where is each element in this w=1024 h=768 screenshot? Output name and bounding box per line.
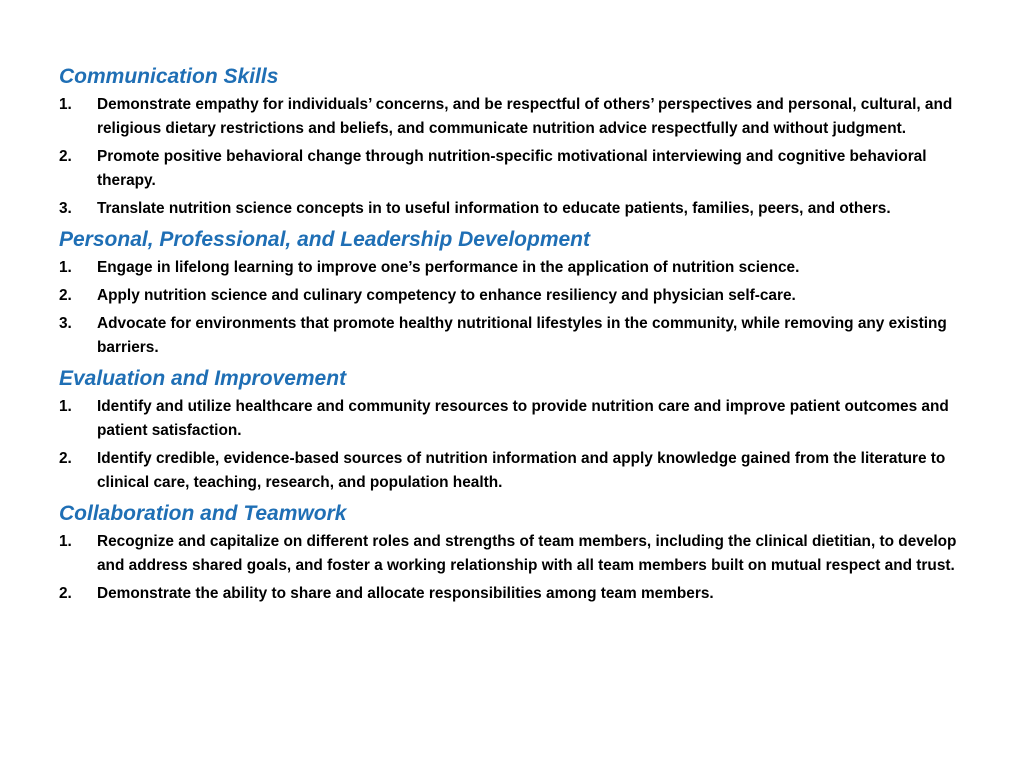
item-number: 3.: [59, 200, 72, 217]
item-text: Advocate for environments that promote healthy nutritional lifestyles in the community, while removing any existing barriers.: [97, 315, 947, 356]
item-number: 1.: [59, 259, 72, 276]
section-heading: Communication Skills: [59, 65, 279, 88]
item-text: Recognize and capitalize on different roles and strengths of team members, including the clinical dietitian, to develop and address shared goals, and foster a working relationship with all team members built on mutual respect and trust.: [97, 533, 957, 574]
item-number: 2.: [59, 148, 72, 165]
item-text: Apply nutrition science and culinary competency to enhance resiliency and physician self-care.: [97, 287, 796, 304]
section-evaluation-improvement: [59, 364, 972, 495]
list-item: [59, 93, 972, 141]
item-text: Demonstrate the ability to share and allocate responsibilities among team members.: [97, 585, 714, 602]
list-item: [59, 197, 972, 221]
section-heading: Personal, Professional, and Leadership Development: [59, 228, 590, 251]
item-number: 2.: [59, 585, 72, 602]
section-list: [59, 530, 972, 606]
item-text: Engage in lifelong learning to improve one’s performance in the application of nutrition science.: [97, 259, 800, 276]
item-text: Promote positive behavioral change through nutrition-specific motivational interviewing and cognitive behavioral therapy.: [97, 148, 927, 189]
section-leadership-development: [59, 225, 972, 360]
section-heading: Collaboration and Teamwork: [59, 502, 347, 525]
section-list: [59, 93, 972, 221]
item-text: Identify credible, evidence-based sources of nutrition information and apply knowledge gained from the literature to clinical care, teaching, research, and population health.: [97, 450, 946, 491]
item-number: 1.: [59, 533, 72, 550]
list-item: [59, 312, 972, 360]
section-list: [59, 256, 972, 360]
item-number: 1.: [59, 96, 72, 113]
item-number: 2.: [59, 287, 72, 304]
list-item: [59, 284, 972, 308]
list-item: [59, 582, 972, 606]
list-item: [59, 395, 972, 443]
section-heading: Evaluation and Improvement: [59, 367, 347, 390]
section-collaboration-teamwork: [59, 499, 972, 606]
item-number: 3.: [59, 315, 72, 332]
list-item: [59, 447, 972, 495]
list-item: [59, 256, 972, 280]
item-number: 1.: [59, 398, 72, 415]
item-text: Identify and utilize healthcare and community resources to provide nutrition care and improve patient outcomes and patient satisfaction.: [97, 398, 949, 439]
item-text: Demonstrate empathy for individuals’ concerns, and be respectful of others’ perspectives and personal, cultural, and religious dietary restrictions and beliefs, and communicate nutrition advice respectfully and without judgment.: [97, 96, 953, 137]
section-list: [59, 395, 972, 495]
item-number: 2.: [59, 450, 72, 467]
list-item: [59, 145, 972, 193]
section-communication-skills: [59, 62, 972, 221]
list-item: [59, 530, 972, 578]
item-text: Translate nutrition science concepts in to useful information to educate patients, families, peers, and others.: [97, 200, 891, 217]
